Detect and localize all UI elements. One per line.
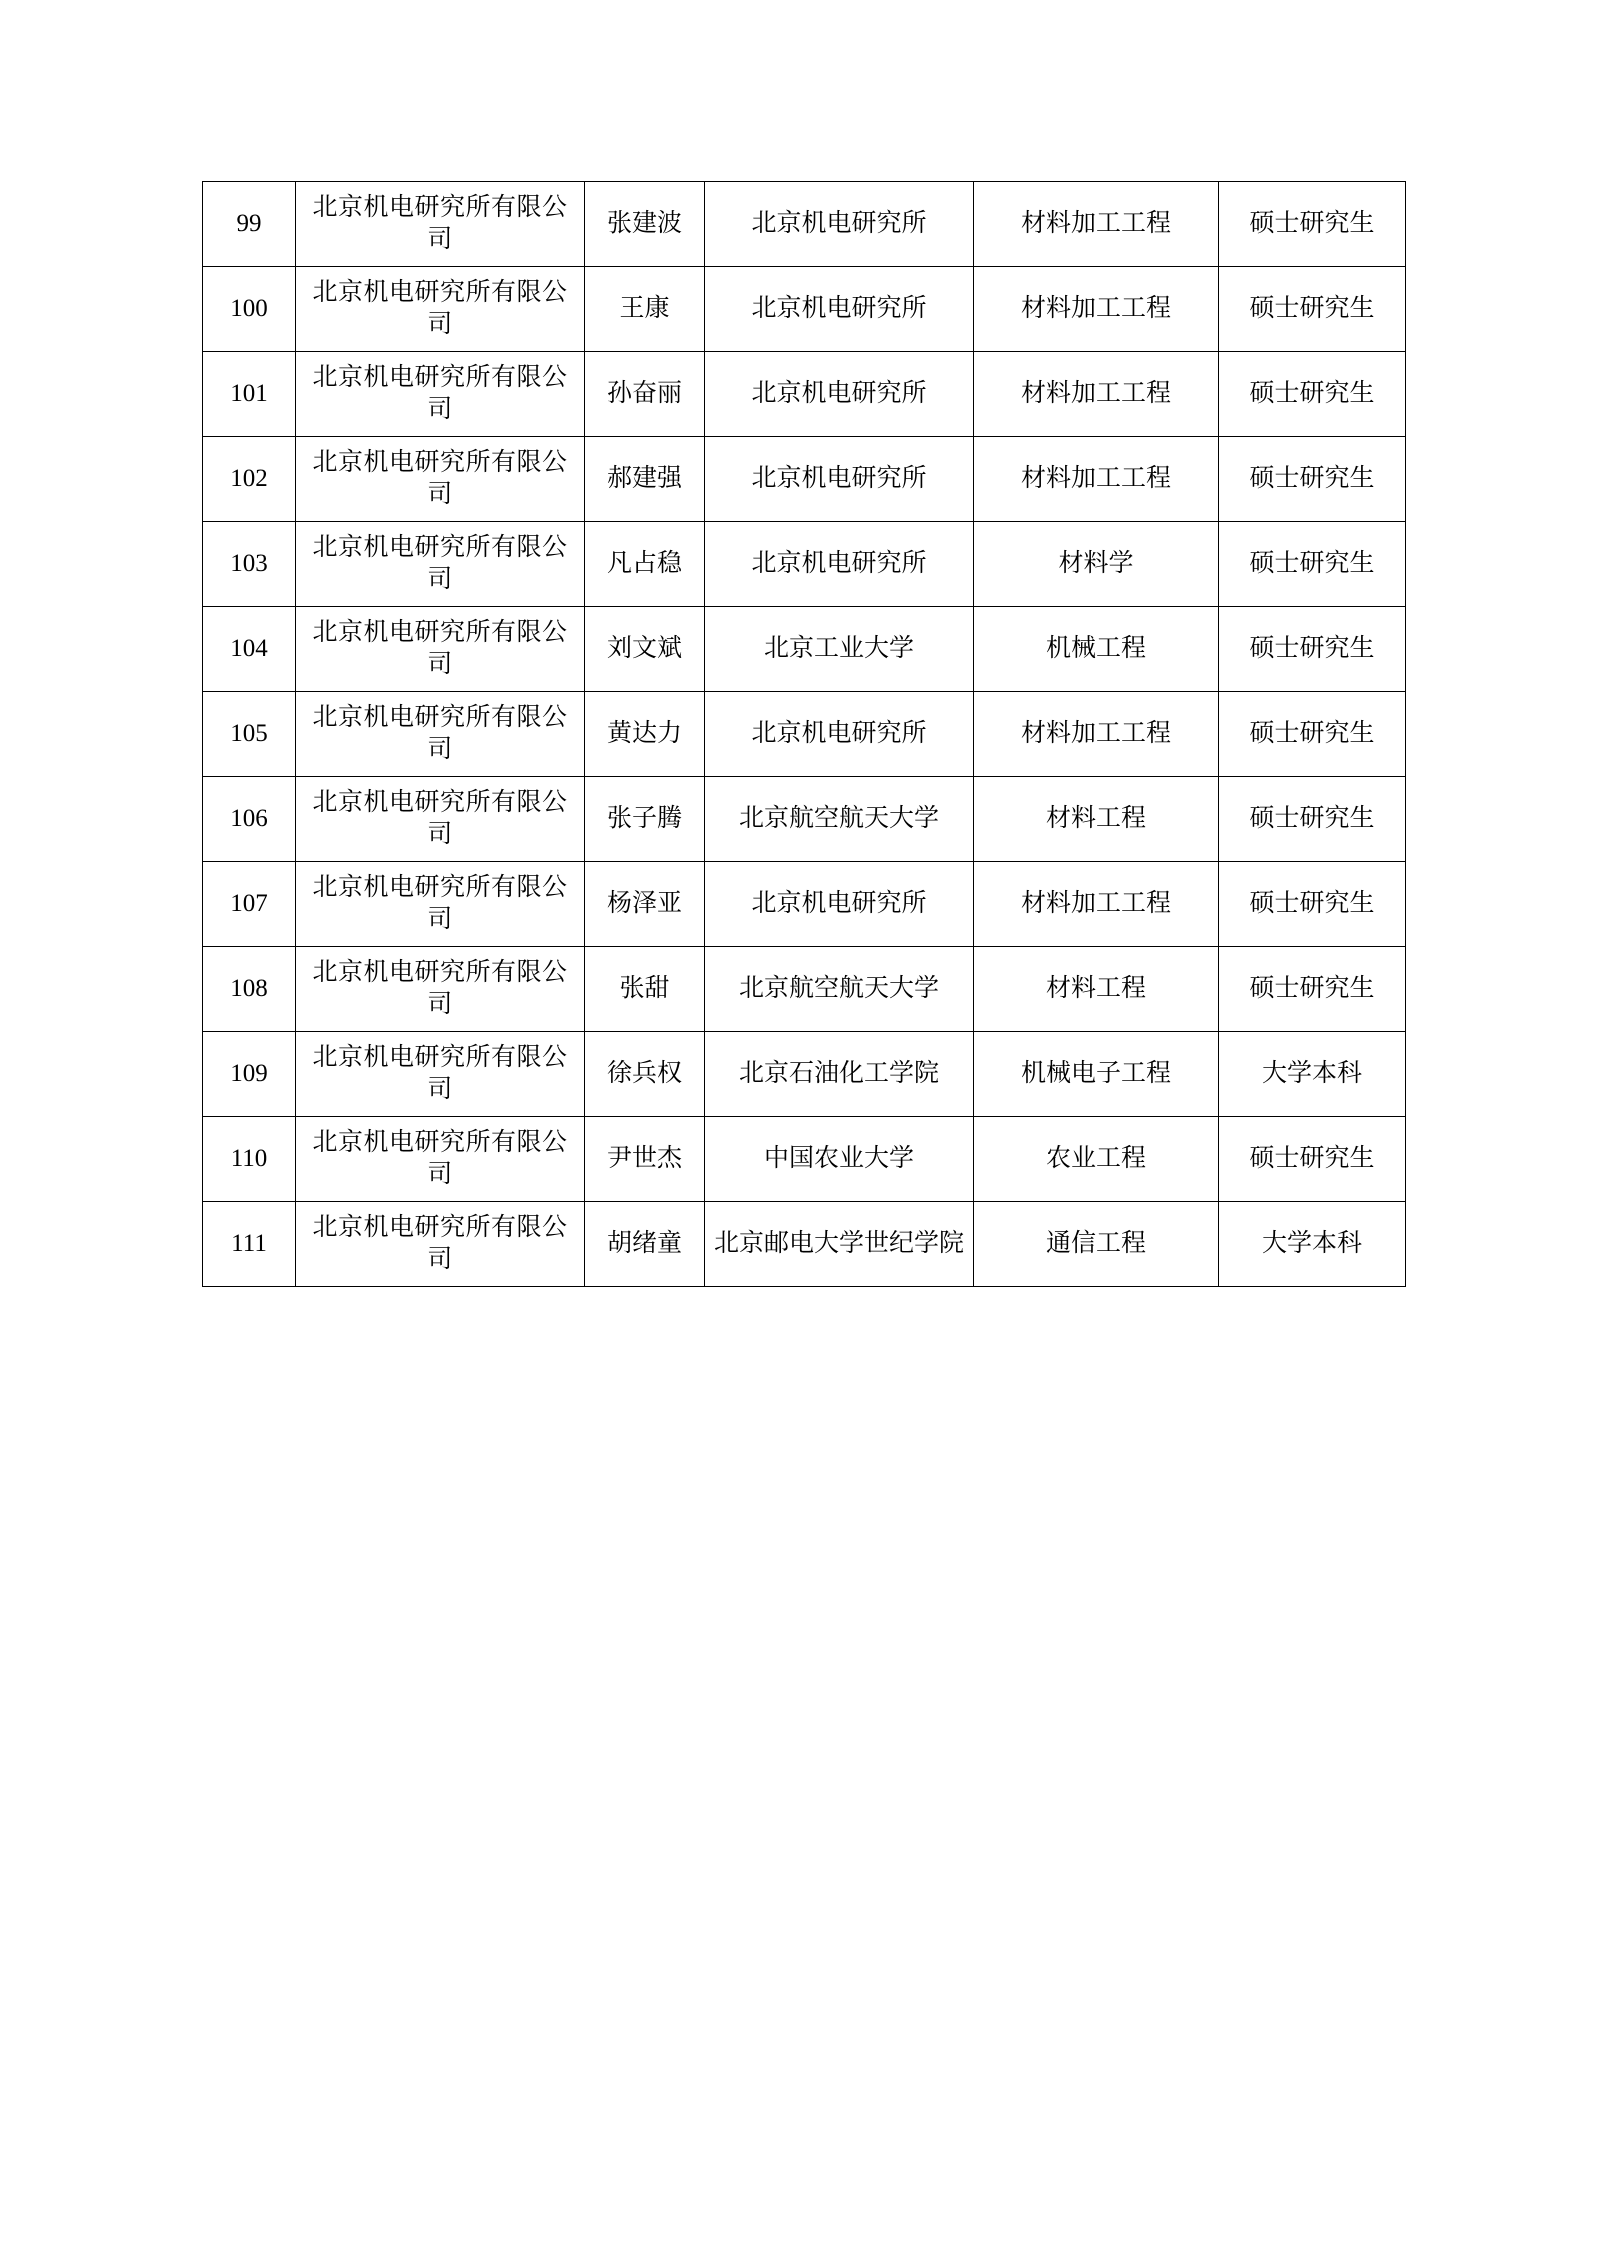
table-row (203, 862, 1406, 947)
cell-degree: 硕士研究生 (1219, 182, 1406, 267)
cell-degree: 硕士研究生 (1219, 947, 1406, 1032)
cell-school: 北京机电研究所 (705, 352, 974, 437)
cell-major: 材料工程 (974, 777, 1219, 862)
table-row (203, 182, 1406, 267)
cell-company: 北京机电研究所有限公司 (296, 947, 585, 1032)
cell-major: 材料加工工程 (974, 862, 1219, 947)
cell-school: 北京工业大学 (705, 607, 974, 692)
cell-company: 北京机电研究所有限公司 (296, 607, 585, 692)
table-row (203, 1202, 1406, 1287)
cell-school: 北京石油化工学院 (705, 1032, 974, 1117)
cell-school: 北京航空航天大学 (705, 777, 974, 862)
cell-degree: 大学本科 (1219, 1032, 1406, 1117)
cell-degree: 硕士研究生 (1219, 607, 1406, 692)
table-row (203, 1032, 1406, 1117)
table-row (203, 777, 1406, 862)
cell-index: 99 (203, 182, 296, 267)
table-row (203, 437, 1406, 522)
cell-index: 104 (203, 607, 296, 692)
cell-major: 材料加工工程 (974, 267, 1219, 352)
cell-company: 北京机电研究所有限公司 (296, 352, 585, 437)
cell-degree: 硕士研究生 (1219, 352, 1406, 437)
cell-school: 北京邮电大学世纪学院 (705, 1202, 974, 1287)
cell-degree: 硕士研究生 (1219, 777, 1406, 862)
cell-name: 黄达力 (585, 692, 705, 777)
cell-company: 北京机电研究所有限公司 (296, 182, 585, 267)
table-row (203, 1117, 1406, 1202)
cell-index: 102 (203, 437, 296, 522)
cell-name: 凡占稳 (585, 522, 705, 607)
table-row (203, 352, 1406, 437)
cell-company: 北京机电研究所有限公司 (296, 777, 585, 862)
cell-index: 105 (203, 692, 296, 777)
cell-name: 孙奋丽 (585, 352, 705, 437)
cell-major: 材料工程 (974, 947, 1219, 1032)
cell-school: 北京机电研究所 (705, 522, 974, 607)
cell-index: 108 (203, 947, 296, 1032)
cell-name: 张子腾 (585, 777, 705, 862)
cell-company: 北京机电研究所有限公司 (296, 1202, 585, 1287)
cell-name: 张建波 (585, 182, 705, 267)
cell-name: 王康 (585, 267, 705, 352)
cell-major: 材料加工工程 (974, 692, 1219, 777)
cell-major: 农业工程 (974, 1117, 1219, 1202)
cell-major: 材料加工工程 (974, 437, 1219, 522)
cell-index: 110 (203, 1117, 296, 1202)
cell-index: 100 (203, 267, 296, 352)
cell-major: 材料加工工程 (974, 182, 1219, 267)
cell-company: 北京机电研究所有限公司 (296, 522, 585, 607)
cell-index: 101 (203, 352, 296, 437)
cell-degree: 大学本科 (1219, 1202, 1406, 1287)
roster-table-container (202, 181, 1405, 1287)
cell-school: 北京机电研究所 (705, 437, 974, 522)
cell-company: 北京机电研究所有限公司 (296, 437, 585, 522)
table-row (203, 947, 1406, 1032)
cell-company: 北京机电研究所有限公司 (296, 267, 585, 352)
cell-degree: 硕士研究生 (1219, 437, 1406, 522)
cell-degree: 硕士研究生 (1219, 692, 1406, 777)
cell-major: 材料学 (974, 522, 1219, 607)
roster-table-body (203, 182, 1406, 1287)
cell-name: 张甜 (585, 947, 705, 1032)
cell-major: 通信工程 (974, 1202, 1219, 1287)
cell-school: 北京机电研究所 (705, 862, 974, 947)
cell-index: 111 (203, 1202, 296, 1287)
cell-index: 109 (203, 1032, 296, 1117)
cell-company: 北京机电研究所有限公司 (296, 1117, 585, 1202)
table-row (203, 607, 1406, 692)
cell-major: 机械工程 (974, 607, 1219, 692)
cell-degree: 硕士研究生 (1219, 522, 1406, 607)
roster-table (202, 181, 1406, 1287)
table-row (203, 522, 1406, 607)
cell-name: 徐兵权 (585, 1032, 705, 1117)
cell-company: 北京机电研究所有限公司 (296, 1032, 585, 1117)
cell-school: 北京航空航天大学 (705, 947, 974, 1032)
cell-index: 106 (203, 777, 296, 862)
cell-school: 北京机电研究所 (705, 267, 974, 352)
cell-index: 107 (203, 862, 296, 947)
table-row (203, 692, 1406, 777)
cell-degree: 硕士研究生 (1219, 1117, 1406, 1202)
cell-name: 郝建强 (585, 437, 705, 522)
table-row (203, 267, 1406, 352)
cell-index: 103 (203, 522, 296, 607)
cell-name: 胡绪童 (585, 1202, 705, 1287)
cell-name: 杨泽亚 (585, 862, 705, 947)
cell-school: 中国农业大学 (705, 1117, 974, 1202)
cell-company: 北京机电研究所有限公司 (296, 862, 585, 947)
cell-name: 尹世杰 (585, 1117, 705, 1202)
cell-degree: 硕士研究生 (1219, 862, 1406, 947)
cell-degree: 硕士研究生 (1219, 267, 1406, 352)
cell-company: 北京机电研究所有限公司 (296, 692, 585, 777)
cell-school: 北京机电研究所 (705, 182, 974, 267)
cell-major: 材料加工工程 (974, 352, 1219, 437)
cell-name: 刘文斌 (585, 607, 705, 692)
cell-school: 北京机电研究所 (705, 692, 974, 777)
cell-major: 机械电子工程 (974, 1032, 1219, 1117)
